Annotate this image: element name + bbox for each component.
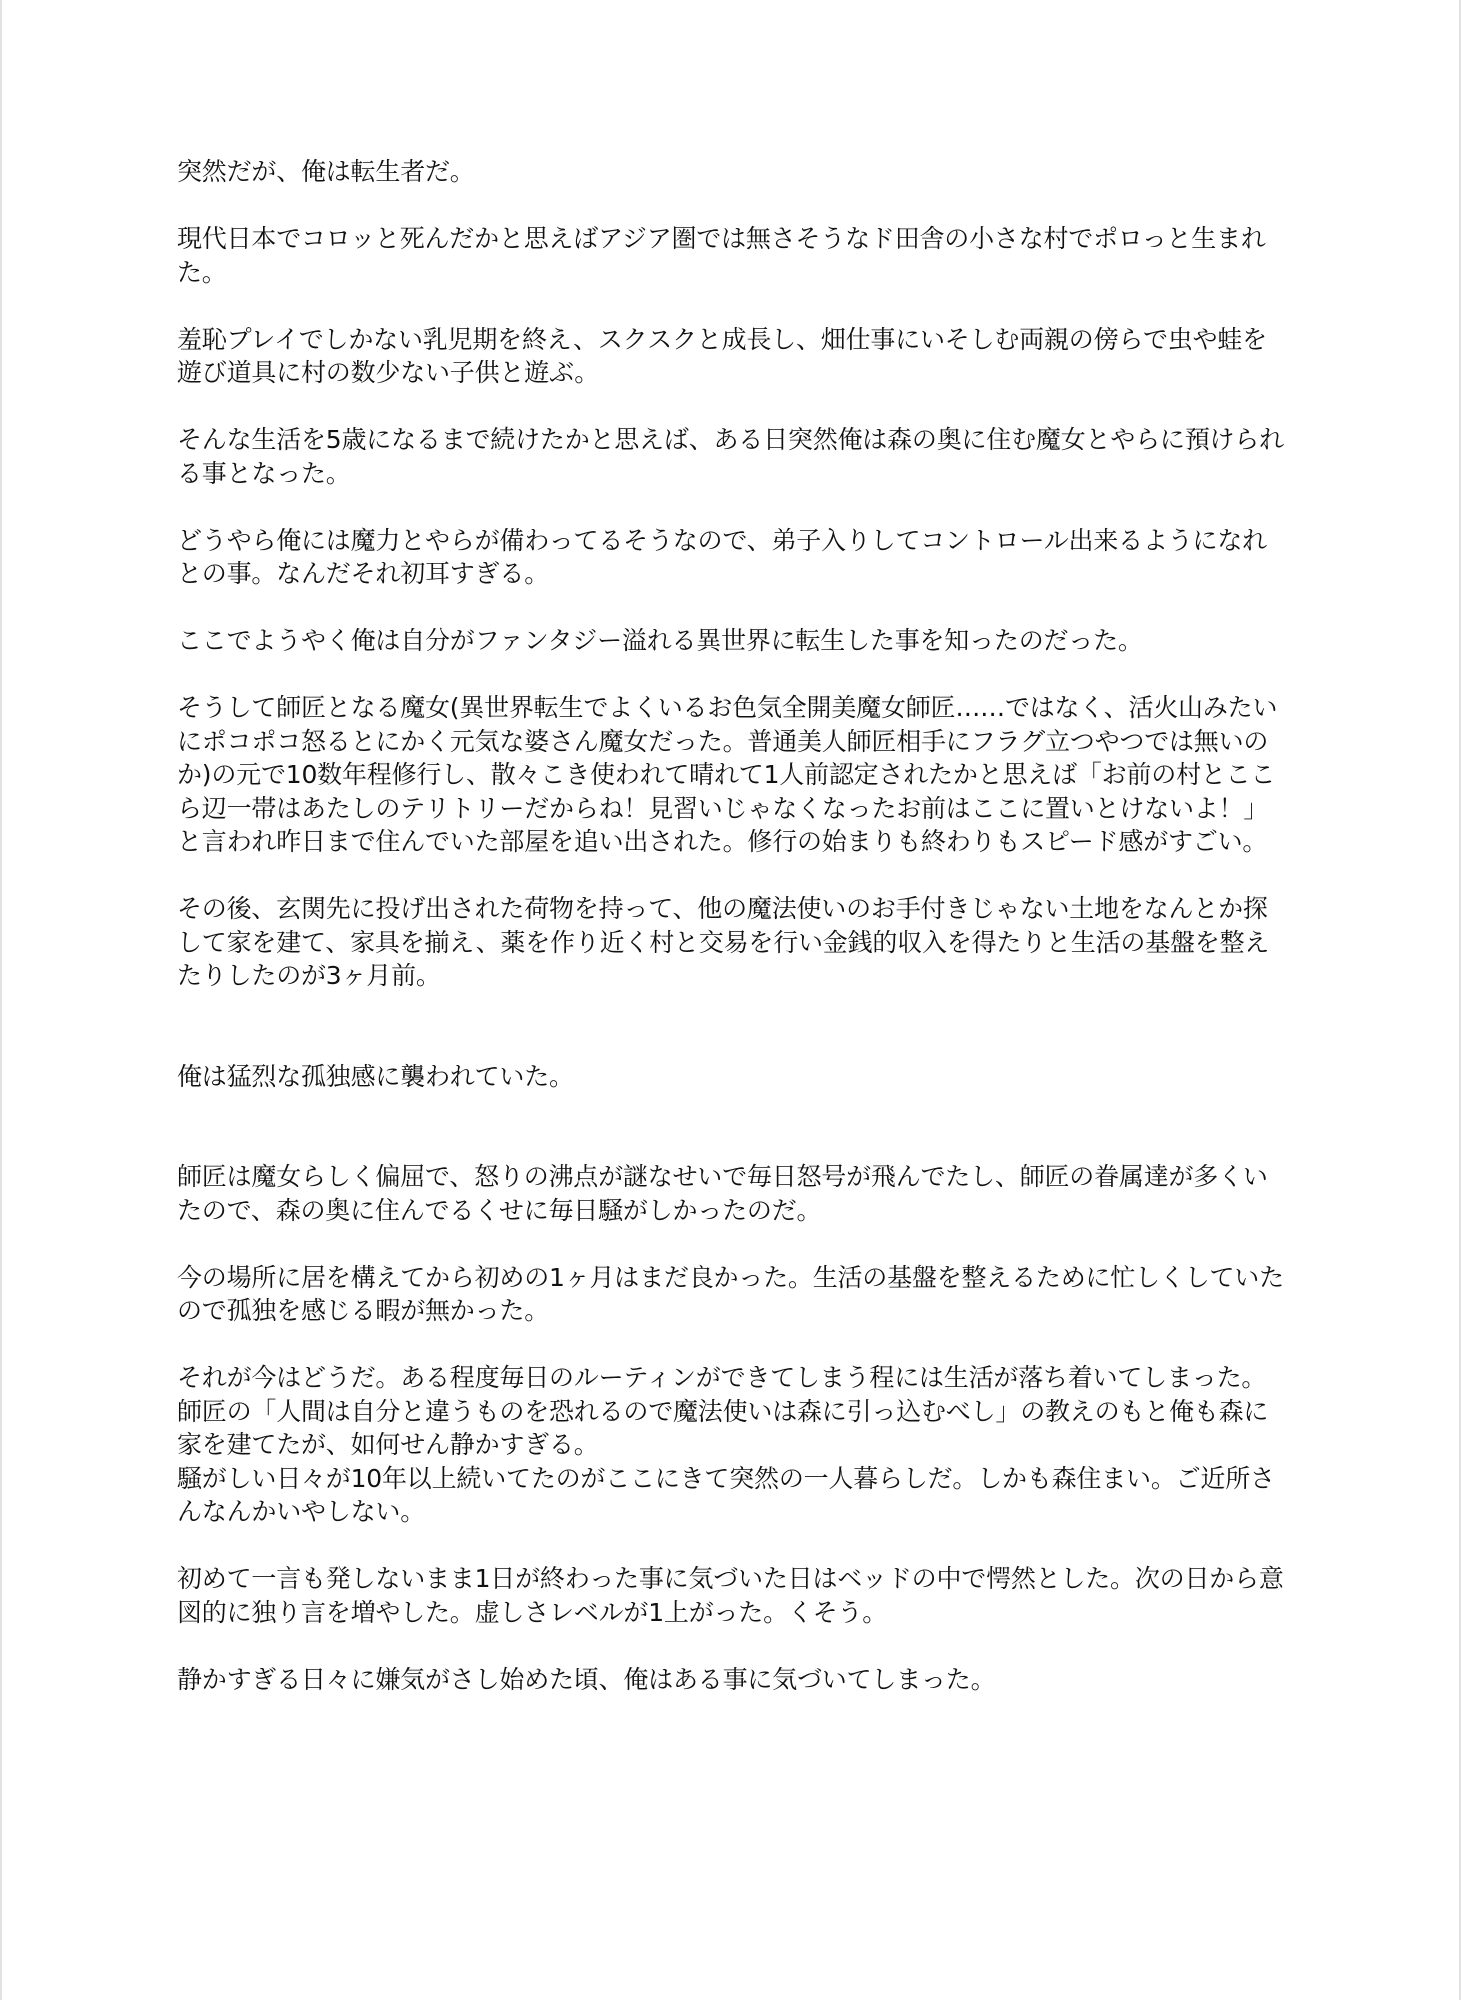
paragraph: 初めて一言も発しないまま1日が終わった事に気づいた日はベッドの中で愕然とした。次の日から意図的に独り言を増やした。虚しさレベルが1上がった。くそう。 xyxy=(177,1564,1284,1627)
paragraph: その後、玄関先に投げ出された荷物を持って、他の魔法使いのお手付きじゃない土地をなんとか探して家を建て、家具を揃え、薬を作り近く村と交易を行い金銭的収入を得たりと生活の基盤を整えたりしたのが3ヶ月前。 xyxy=(177,894,1270,990)
paragraph-spacer xyxy=(177,658,1285,692)
paragraph: 師匠は魔女らしく偏屈で、怒りの沸点が謎なせいで毎日怒号が飛んでたし、師匠の眷属達が多くいたので、森の奥に住んでるくせに毎日騒がしかったのだ。 xyxy=(177,1162,1268,1225)
paragraph-spacer xyxy=(177,189,1285,223)
paragraph-spacer xyxy=(177,490,1285,524)
page-left-border xyxy=(0,0,2,2000)
paragraph: それが今はどうだ。ある程度毎日のルーティンができてしまう程には生活が落ち着いてしまった。師匠の「人間は自分と違うものを恐れるので魔法使いは森に引っ込むべし」の教えのもと俺も森に家を建てたが、如何せん静かすぎる。 騒がしい日々が10年以上続いてたのがここにきて突然の一人暮らしだ。しかも森住まい。ご近所さんなんかいやしない。 xyxy=(177,1363,1275,1526)
paragraph: 今の場所に居を構えてから初めの1ヶ月はまだ良かった。生活の基盤を整えるために忙しくしていたので孤独を感じる暇が無かった。 xyxy=(177,1262,1284,1325)
paragraph-spacer xyxy=(177,390,1285,424)
paragraph-spacer xyxy=(177,1026,1285,1060)
paragraph-spacer xyxy=(177,859,1285,893)
paragraph-spacer xyxy=(177,993,1285,1027)
paragraph-spacer xyxy=(177,1328,1285,1362)
paragraph: 俺は猛烈な孤独感に襲われていた。 xyxy=(177,1061,574,1091)
paragraph: 静かすぎる日々に嫌気がさし始めた頃、俺はある事に気づいてしまった。 xyxy=(177,1664,996,1694)
paragraph: そうして師匠となる魔女(異世界転生でよくいるお色気全開美魔女師匠……ではなく、活火山みたいにポコポコ怒るとにかく元気な婆さん魔女だった。普通美人師匠相手にフラグ立つやつでは無いのか)の元で10数年程修行し、散々こき使われて晴れて1人前認定されたかと思えば「お前の村とここら辺一帯はあたしのテリトリーだからね！見習いじゃなくなったお前はここに置いとけないよ！」と言われ昨日まで住んでいた部屋を追い出された。修行の始まりも終わりもスピード感がすごい。 xyxy=(177,693,1278,856)
paragraph-spacer xyxy=(177,591,1285,625)
paragraph-spacer xyxy=(177,1629,1285,1663)
paragraph: 羞恥プレイでしかない乳児期を終え、スクスクと成長し、畑仕事にいそしむ両親の傍らで虫や蛙を遊び道具に村の数少ない子供と遊ぶ。 xyxy=(177,324,1267,387)
paragraph-spacer xyxy=(177,1227,1285,1261)
paragraph: どうやら俺には魔力とやらが備わってるそうなので、弟子入りしてコントロール出来るようになれとの事。なんだそれ初耳すぎる。 xyxy=(177,525,1267,588)
paragraph: 現代日本でコロッと死んだかと思えばアジア圏では無さそうなド田舎の小さな村でポロっと生まれた。 xyxy=(177,224,1266,287)
paragraph-spacer xyxy=(177,1127,1285,1161)
paragraph: 突然だが、俺は転生者だ。 xyxy=(177,157,475,186)
paragraph-spacer xyxy=(177,1093,1285,1127)
paragraph-spacer xyxy=(177,1529,1285,1563)
paragraph: そんな生活を5歳になるまで続けたかと思えば、ある日突然俺は森の奥に住む魔女とやらに預けられる事となった。 xyxy=(177,425,1284,488)
paragraph-spacer xyxy=(177,289,1285,323)
document-body xyxy=(177,155,1285,1696)
paragraph: ここでようやく俺は自分がファンタジー溢れる異世界に転生した事を知ったのだった。 xyxy=(177,626,1143,655)
